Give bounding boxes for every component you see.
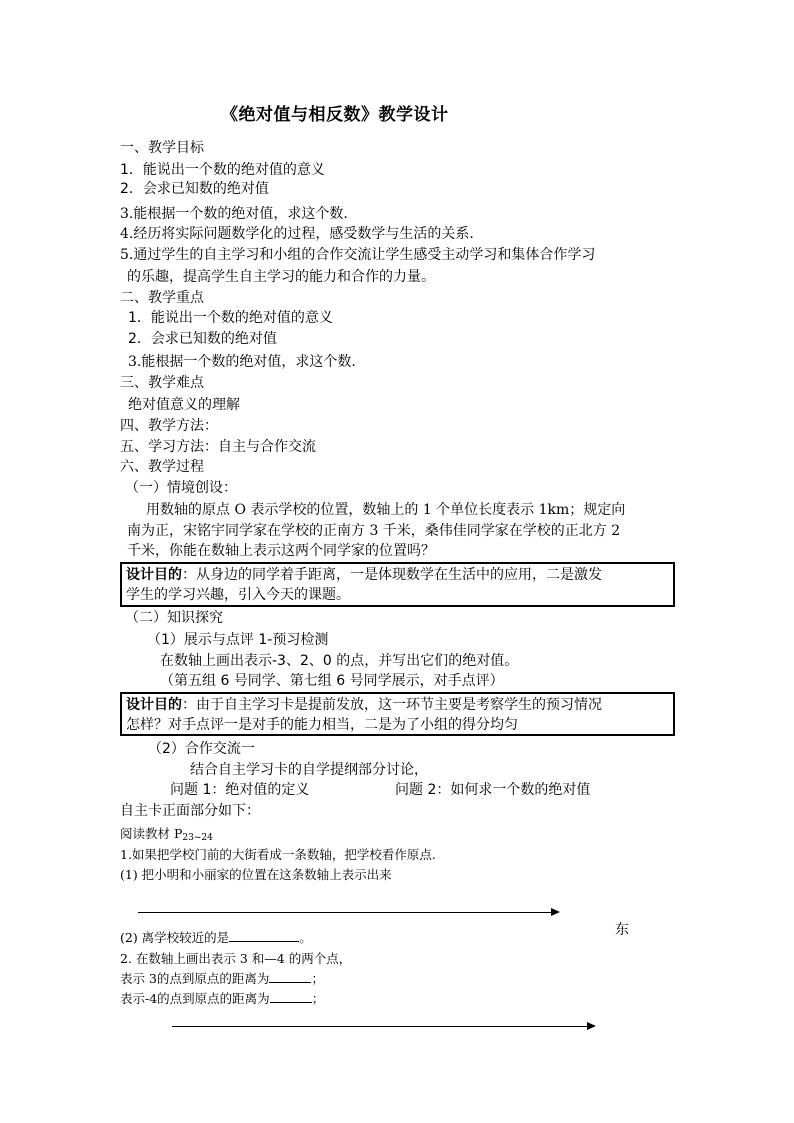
objective-item: 3.能根据一个数的绝对值，求这个数. <box>120 206 348 222</box>
section-heading-teaching-methods: 四、教学方法： <box>120 418 218 434</box>
design-purpose-text: ：由于自主学习卡是提前发放，这一环节主要是考察学生的预习情况 <box>182 697 602 713</box>
key-point-item: 2．会求已知数的绝对值 <box>128 331 277 347</box>
design-purpose-label: 设计目的 <box>126 697 182 713</box>
section-heading-process: 六、教学过程 <box>120 459 204 475</box>
number-line-2 <box>172 1026 588 1027</box>
objective-item: 5.通过学生的自主学习和小组的合作交流让学生感受主动学习和集体合作学习 <box>120 247 596 263</box>
answer-blank[interactable] <box>269 970 311 983</box>
card-question-1-2: (2) 离学校较近的是 。 <box>120 930 312 945</box>
part2-heading: （二）知识探究 <box>125 610 223 626</box>
design-purpose-box <box>120 692 675 736</box>
number-line-1 <box>138 912 552 913</box>
scenario-line: 千米，你能在数轴上表示这两个同学家的位置吗？ <box>127 543 435 559</box>
east-label: 东 <box>615 922 629 938</box>
scenario-line: 用数轴的原点 O 表示学校的位置，数轴上的 1 个单位长度表示 1km；规定向 <box>146 502 626 518</box>
card-heading: 自主卡正面部分如下： <box>120 803 260 819</box>
arrowhead-icon <box>551 908 560 916</box>
design-purpose-label: 设计目的 <box>126 567 182 583</box>
section-heading-learning-methods: 五、学习方法：自主与合作交流 <box>120 439 316 455</box>
sub1-heading: （1）展示与点评 1-预习检测 <box>147 632 329 648</box>
card-question-2-1: 表示 3的点到原点的距离为 ； <box>120 971 324 986</box>
answer-blank[interactable] <box>229 929 299 942</box>
reading-instruction: 阅读教材 $P_{23\sim 24}$ <box>120 826 213 843</box>
page-title: 《绝对值与相反数》教学设计 <box>221 105 449 125</box>
card-question-1: 1.如果把学校门前的大街看成一条数轴，把学校看作原点. <box>120 847 436 862</box>
section-heading-difficulties: 三、教学难点 <box>120 375 204 391</box>
objective-item-continued: 的乐趣，提高学生自主学习的能力和合作的力量。 <box>127 269 435 285</box>
sub1-line: （第五组 6 号同学、第七组 6 号同学展示，对手点评） <box>160 673 504 689</box>
answer-blank[interactable] <box>270 990 312 1003</box>
section-heading-objectives: 一、教学目标 <box>120 140 204 156</box>
sub1-line: 在数轴上画出表示-3、2、0 的点，并写出它们的绝对值。 <box>160 653 519 669</box>
question-1: 问题 1：绝对值的定义 <box>170 782 310 798</box>
arrowhead-icon <box>587 1022 596 1030</box>
design-purpose-box <box>120 562 675 607</box>
scenario-line: 南为正，宋铭宇同学家在学校的正南方 3 千米，桑伟佳同学家在学校的正北方 2 <box>127 523 621 539</box>
key-point-item: 1．能说出一个数的绝对值的意义 <box>128 310 333 326</box>
difficulty-content: 绝对值意义的理解 <box>128 397 240 413</box>
objective-item: 4.经历将实际问题数学化的过程，感受数学与生活的关系. <box>120 226 474 242</box>
design-purpose-text: 学生的学习兴趣，引入今天的课题。 <box>126 587 350 603</box>
card-question-1-1: (1) 把小明和小丽家的位置在这条数轴上表示出来 <box>120 867 392 882</box>
card-question-2: 2. 在数轴上画出表示 3 和—4 的两个点， <box>120 951 352 966</box>
section-heading-key-points: 二、教学重点 <box>120 290 204 306</box>
design-purpose-text: ：从身边的同学着手距离，一是体现数学在生活中的应用，二是激发 <box>182 567 602 583</box>
question-2: 问题 2：如何求一个数的绝对值 <box>395 782 591 798</box>
card-question-2-2: 表示-4的点到原点的距离为 ； <box>120 991 325 1006</box>
objective-item: 1．能说出一个数的绝对值的意义 <box>120 162 325 178</box>
part1-heading: （一）情境创设： <box>125 480 237 496</box>
sub2-line: 结合自主学习卡的自学提纲部分讨论， <box>190 762 428 778</box>
key-point-item: 3.能根据一个数的绝对值，求这个数. <box>128 354 356 370</box>
sub2-heading: （2）合作交流一 <box>148 741 255 757</box>
objective-item: 2．会求已知数的绝对值 <box>120 181 269 197</box>
design-purpose-text: 怎样？对手点评一是对手的能力相当，二是为了小组的得分均匀 <box>126 717 518 733</box>
